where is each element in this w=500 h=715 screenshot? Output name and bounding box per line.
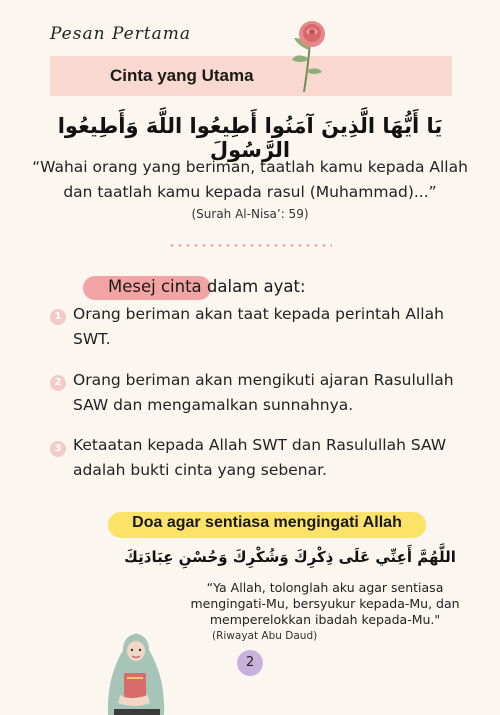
list-item-line: adalah bukti cinta yang sebenar. bbox=[73, 461, 327, 479]
dotted-divider bbox=[168, 244, 332, 247]
doa-translation bbox=[170, 580, 480, 628]
doa-translation-line: “Ya Allah, tolonglah aku agar sentiasa bbox=[206, 580, 444, 595]
section-heading: Mesej cinta dalam ayat: bbox=[108, 277, 306, 296]
list-item-line: Orang beriman akan taat kepada perintah Allah bbox=[73, 305, 444, 323]
rose-icon bbox=[282, 12, 338, 92]
doa-translation-line: memperelokkan ibadah kepada-Mu." bbox=[209, 612, 441, 627]
list-item bbox=[73, 302, 473, 352]
list-number-badge: 1 bbox=[50, 309, 66, 325]
verse-source: (Surah Al-Nisa’: 59) bbox=[191, 207, 309, 221]
list-item-line: SAW dan mengamalkan sunnahnya. bbox=[73, 396, 354, 414]
doa-title: Doa agar sentiasa mengingati Allah bbox=[132, 514, 402, 531]
verse-translation: “Wahai orang yang beriman, taatlah kamu kepada Allah dan taatlah kamu kepada rasul (Muhammad)...” bbox=[32, 158, 468, 201]
page-title: Cinta yang Utama bbox=[110, 66, 254, 85]
list-number-badge: 2 bbox=[50, 375, 66, 391]
list-item-line: Orang beriman akan mengikuti ajaran Rasulullah bbox=[73, 371, 454, 389]
list-item-line: Ketaatan kepada Allah SWT dan Rasulullah SAW bbox=[73, 436, 447, 454]
hijab-girl-illustration bbox=[100, 625, 172, 715]
verse-arabic: يَا أَيُّهَا الَّذِينَ آمَنُوا أَطِيعُوا اللَّهَ وَأَطِيعُوا الرَّسُولَ bbox=[57, 114, 443, 162]
page-number: 2 bbox=[237, 650, 263, 676]
list-item-line: SWT. bbox=[73, 330, 111, 348]
list-item bbox=[73, 368, 473, 418]
list-item bbox=[73, 433, 473, 483]
header-label: Pesan Pertama bbox=[50, 24, 192, 44]
doa-translation-line: mengingati-Mu, bersyukur kepada-Mu, dan bbox=[190, 596, 460, 611]
doa-source: (Riwayat Abu Daud) bbox=[212, 630, 318, 642]
doa-arabic: اللَّهُمَّ أَعِنِّي عَلَى ذِكْرِكَ وَشُكْرِكَ وَحُسْنِ عِبَادَتِكَ bbox=[124, 548, 456, 566]
list-number-badge: 3 bbox=[50, 441, 66, 457]
